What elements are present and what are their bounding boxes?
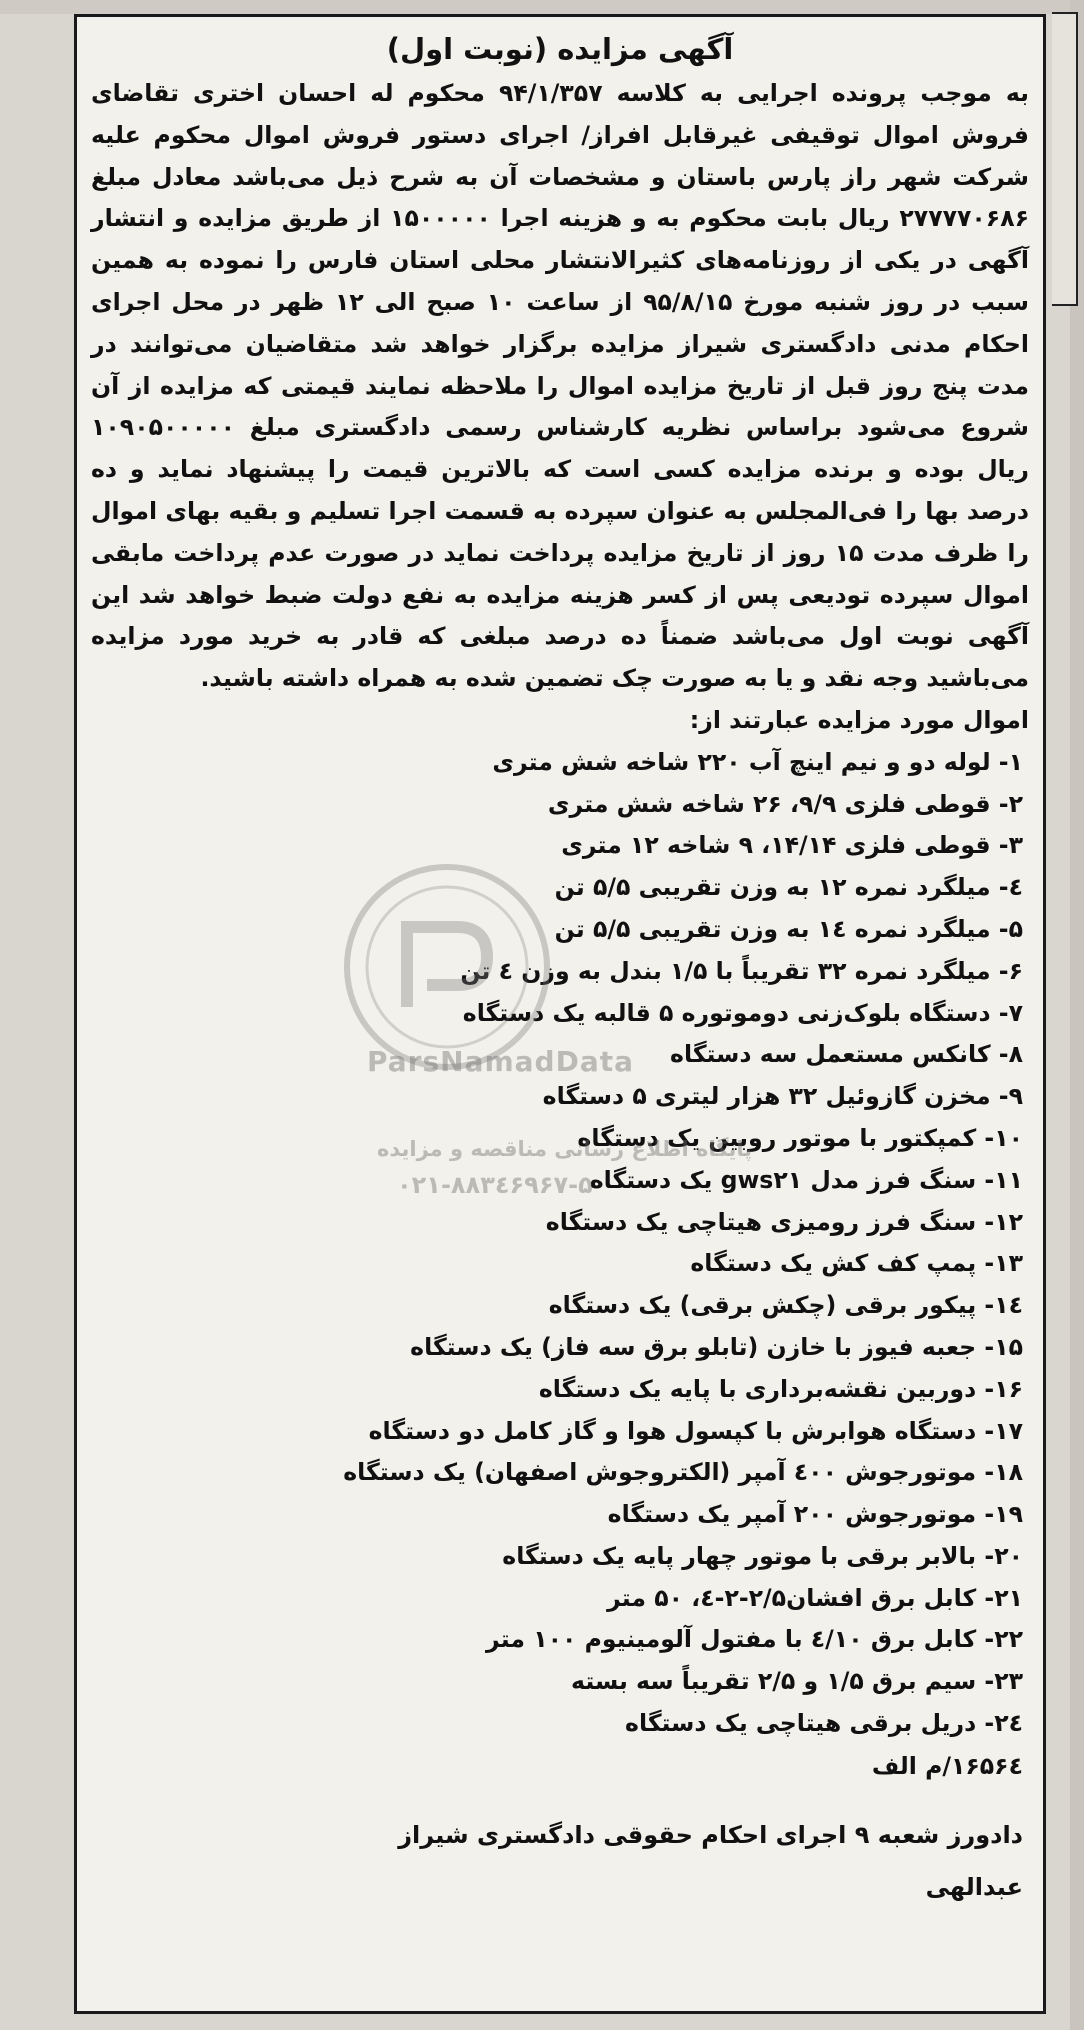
list-item: ۲٤- دریل برقی هیتاچی یک دستگاه bbox=[625, 1709, 1023, 1738]
list-item: ۲۳- سیم برق ۱/۵ و ۲/۵ تقریباً سه بسته bbox=[571, 1667, 1023, 1696]
list-item: ۱۶- دوربین نقشه‌برداری با پایه یک دستگاه bbox=[538, 1374, 1023, 1403]
list-item: ۱۵- جعبه فیوز با خازن (تابلو برق سه فاز) یک دستگاه bbox=[410, 1332, 1023, 1361]
list-item: ۱۰- کمپکتور با موتور روبین یک دستگاه bbox=[577, 1123, 1023, 1152]
adjacent-clipping-frame bbox=[1052, 12, 1078, 306]
list-item: ٤- میلگرد نمره ۱۲ به وزن تقریبی ۵/۵ تن bbox=[554, 873, 1023, 902]
list-item: ۱۲- سنگ فرز رومیزی هیتاچی یک دستگاه bbox=[545, 1207, 1023, 1236]
list-item: ۳- قوطی فلزی ۱۴/۱۴، ۹ شاخه ۱۲ متری bbox=[561, 831, 1023, 860]
scan-edge-top bbox=[0, 0, 1084, 14]
list-item: ۱- لوله دو و نیم اینچ آب ۲۲۰ شاخه شش متری bbox=[492, 747, 1023, 776]
notice-body: به موجب پرونده اجرایی به کلاسه ۹۴/۱/۳۵۷ محکوم له احسان اختری تقاضای فروش اموال توقیفی غیرقابل افراز/ اجرای دستور فروش اموال محکوم علیه شرکت شهر راز پارس باستان و مشخصات آن به شرح ذیل می‌باشد معادل مبلغ ۲۷۷۷۷۰۶۸۶ ریال بابت محکوم به و هزینه اجرا ۱۵۰۰۰۰۰ از طریق مزایده و انتشار آگهی در یکی از روزنامه‌های کثیرالانتشار محلی استان فارس را نموده به همین سبب در روز شنبه مورخ ۹۵/۸/۱۵ از ساعت ۱۰ صبح الی ۱۲ ظهر در محل اجرای احکام مدنی دادگستری شیراز مزایده برگزار خواهد شد متقاضیان می‌توانند در مدت پنج روز قبل از تاریخ مزایده اموال را ملاحظه نمایند قیمتی که مزایده از آن شروع می‌شود براساس نظریه کارشناس رسمی دادگستری مبلغ ۱۰۹۰۵۰۰۰۰۰ ریال بوده و برنده مزایده کسی است که بالاترین قیمت را پیشنهاد نماید و ده درصد بها را فی‌المجلس به عنوان سپرده به قسمت اجرا تسلیم و بقیه بهای اموال را ظرف مدت ۱۵ روز از تاریخ مزایده پرداخت نماید در صورت عدم پرداخت مابقی اموال سپرده تودیعی پس از کسر هزینه مزایده به نفع دولت ضبط خواهد شد این آگهی نوبت اول می‌باشد ضمناً ده درصد مبلغی که قادر به خرید مورد مزایده می‌باشید وجه نقد و یا به صورت چک تضمین شده به همراه داشته باشید. bbox=[91, 79, 1029, 693]
list-item: ۱۸- موتورجوش ٤۰۰ آمپر (الکتروجوش اصفهان) یک دستگاه bbox=[343, 1458, 1023, 1487]
watermark-caption: پایگاه اطلاع رسانی مناقصه و مزایده bbox=[377, 1137, 753, 1161]
list-item: ۱۷- دستگاه هوابرش با کپسول هوا و گاز کامل دو دستگاه bbox=[368, 1416, 1023, 1445]
reference-number: ۱۶۵۶٤/م الف bbox=[871, 1751, 1023, 1780]
list-item: ۵- میلگرد نمره ۱٤ به وزن تقریبی ۵/۵ تن bbox=[554, 914, 1023, 943]
list-item: ۱٤- پیکور برقی (چکش برقی) یک دستگاه bbox=[548, 1291, 1023, 1320]
list-item: ۷- دستگاه بلوک‌زنی دوموتوره ۵ قالبه یک دستگاه bbox=[462, 998, 1023, 1027]
notice-content bbox=[91, 29, 1029, 1913]
list-item: ۸- کانکس مستعمل سه دستگاه bbox=[670, 1040, 1023, 1069]
auction-notice-clipping bbox=[74, 14, 1046, 2014]
watermark-brand: ParsNamadData bbox=[367, 1045, 634, 1078]
list-item: ۹- مخزن گازوئیل ۳۲ هزار لیتری ۵ دستگاه bbox=[542, 1082, 1023, 1111]
list-item: ۱۳- پمپ کف کش یک دستگاه bbox=[690, 1249, 1023, 1278]
items-intro: اموال مورد مزایده عبارتند از: bbox=[689, 705, 1029, 734]
list-item: ۱۹- موتورجوش ۲۰۰ آمپر یک دستگاه bbox=[607, 1500, 1023, 1529]
list-item: ۱۱- سنگ فرز مدل gws۲۱ یک دستگاه bbox=[589, 1165, 1023, 1194]
list-item: ۲۲- کابل برق ٤/۱۰ با مفتول آلومینیوم ۱۰۰ متر bbox=[486, 1625, 1023, 1654]
list-item: ۲- قوطی فلزی ۹/۹، ۲۶ شاخه شش متری bbox=[547, 789, 1023, 818]
auction-items-list bbox=[91, 742, 1029, 1745]
watermark-phone: ۰۲۱-۸۸۳٤۶۹۶۷-۵ bbox=[397, 1171, 593, 1199]
signature-block bbox=[91, 1809, 1029, 1913]
signature-name: عبدالهی bbox=[925, 1872, 1023, 1901]
notice-title: آگهی مزایده (نوبت اول) bbox=[386, 32, 734, 66]
signature-title: دادورز شعبه ۹ اجرای احکام حقوقی دادگستری شیراز bbox=[398, 1820, 1023, 1849]
watermark-stamp-icon bbox=[337, 857, 557, 1077]
list-item: ۲۱- کابل برق افشان۲/۵-۲-٤، ۵۰ متر bbox=[607, 1583, 1023, 1612]
list-item: ۲۰- بالابر برقی با موتور چهار پایه یک دستگاه bbox=[502, 1541, 1023, 1570]
list-item: ۶- میلگرد نمره ۳۲ تقریباً با ۱/۵ بندل به وزن ٤ تن bbox=[460, 956, 1023, 985]
